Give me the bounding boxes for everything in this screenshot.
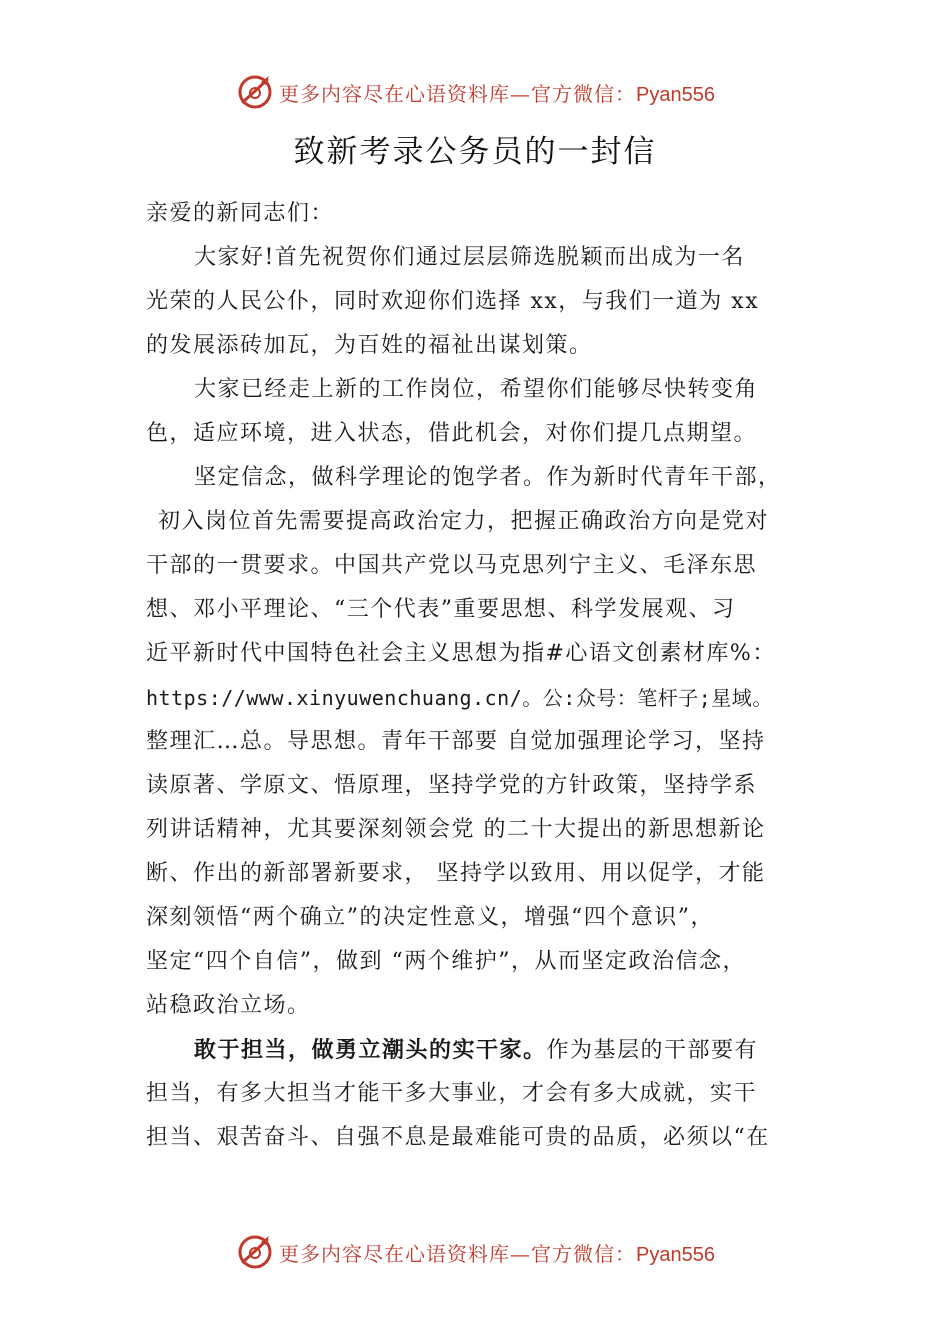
paragraph-line: 站稳政治立场。: [146, 993, 311, 1018]
paragraph-line: 色，适应环境，进入状态，借此机会，对你们提几点期望。: [146, 421, 758, 446]
paragraph-line: 光荣的人民公仆，同时欢迎你们选择 xx，与我们一道为 xx: [146, 289, 760, 314]
paragraph-line: 初入岗位首先需要提高政治定力，把握正确政治方向是党对: [158, 509, 770, 534]
paragraph-line: 列讲话精神，尤其要深刻领会党 的二十大提出的新思想新论: [146, 817, 766, 842]
header-banner: [0, 70, 950, 114]
paragraph-line: 大家已经走上新的工作岗位，希望你们能够尽快转变角: [194, 377, 759, 402]
paragraph-line: 深刻领悟“两个确立”的决定性意义，增强“四个意识”，: [146, 905, 714, 930]
letter-body: [146, 192, 841, 1160]
paragraph-line: 敢于担当，做勇立潮头的实干家。作为基层的干部要有: [194, 1037, 759, 1063]
page-title: 致新考录公务员的一封信: [293, 134, 657, 170]
paragraph-line: 干部的一贯要求。中国共产党以马克思列宁主义、毛泽东思: [146, 553, 758, 578]
brand-logo-icon: [235, 1232, 275, 1272]
paragraph-line: 坚定信念，做科学理论的饱学者。作为新时代青年干部，: [194, 465, 782, 490]
paragraph-line: 坚定“四个自信”，做到 “两个维护”，从而坚定政治信念，: [146, 949, 746, 974]
banner-text: 更多内容尽在心语资料库—官方微信：Pyan556: [279, 81, 715, 106]
paragraph-line: 想、邓小平理论、“三个代表”重要思想、科学发展观、习: [146, 597, 736, 622]
paragraph-line: https://www.xinyuwenchuang.cn/。公:众号：笔杆子;星域。: [146, 686, 773, 710]
paragraph-line: 近平新时代中国特色社会主义思想为指#心语文创素材库%：: [146, 641, 776, 666]
brand-logo-icon: [235, 72, 275, 112]
paragraph-line: 整理汇…总。导思想。青年干部要 自觉加强理论学习，坚持: [146, 729, 766, 754]
banner-text: 更多内容尽在心语资料库—官方微信：Pyan556: [279, 1241, 715, 1266]
paragraph-line: 担当，有多大担当才能干多大事业，才会有多大成就，实干: [146, 1081, 758, 1106]
salutation: 亲爱的新同志们：: [146, 201, 335, 226]
paragraph-line: 断、作出的新部署新要求， 坚持学以致用、用以促学，才能: [146, 861, 766, 886]
paragraph-line: 担当、艰苦奋斗、自强不息是最难能可贵的品质，必须以“在: [146, 1125, 770, 1150]
paragraph-line: 的发展添砖加瓦，为百姓的福祉出谋划策。: [146, 333, 593, 358]
paragraph-line: 大家好!首先祝贺你们通过层层筛选脱颖而出成为一名: [194, 245, 745, 270]
section-heading: 敢于担当，做勇立潮头的实干家。: [194, 1037, 547, 1063]
footer-banner: [0, 1230, 950, 1274]
paragraph-line: 读原著、学原文、悟原理，坚持学党的方针政策，坚持学系: [146, 773, 758, 798]
